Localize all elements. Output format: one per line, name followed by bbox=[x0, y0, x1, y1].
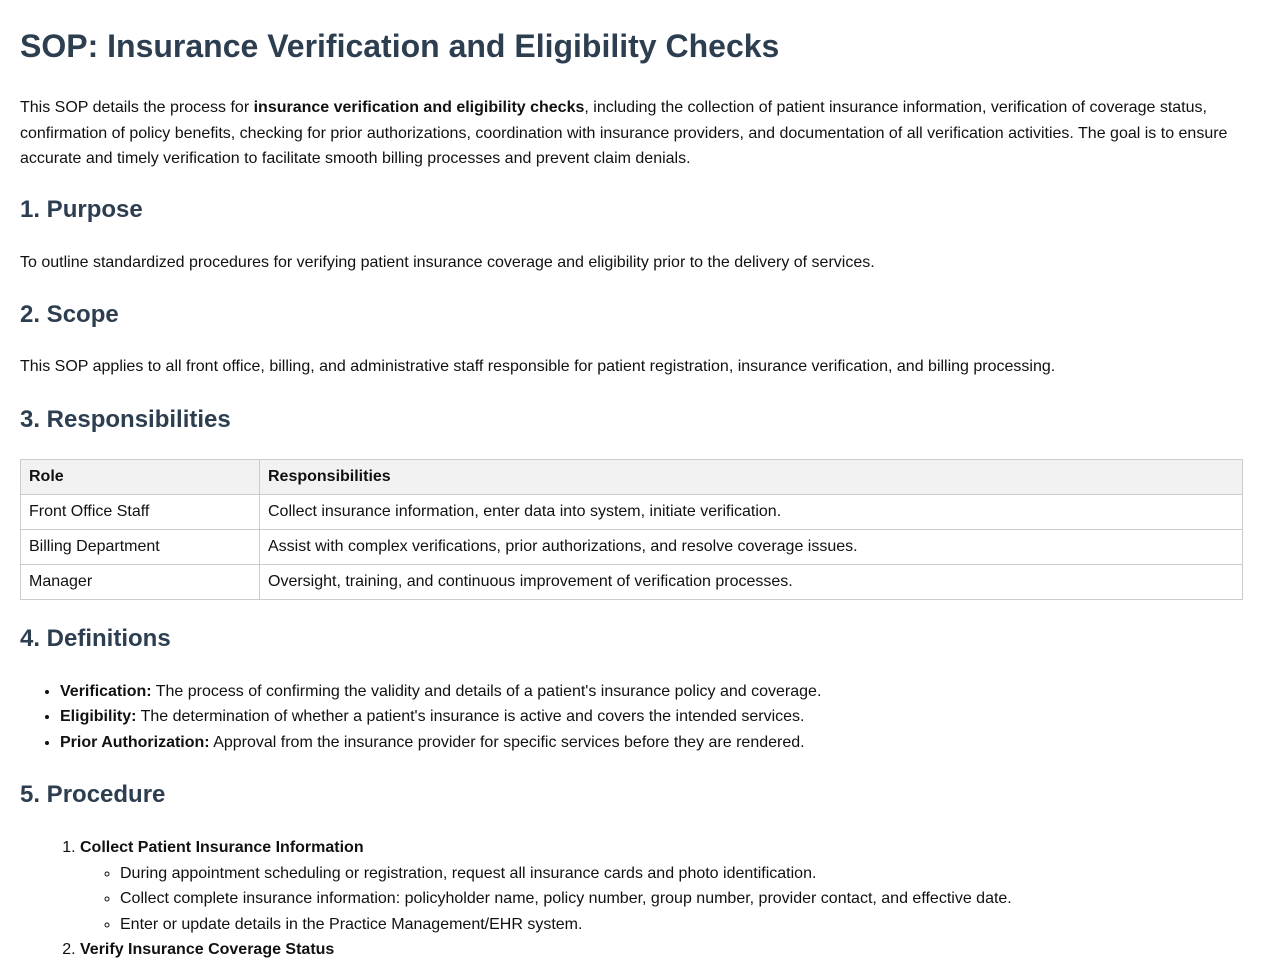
table-header-row bbox=[21, 459, 1243, 494]
intro-paragraph bbox=[20, 95, 1243, 172]
list-item bbox=[60, 679, 1243, 705]
list-item bbox=[60, 704, 1243, 730]
section-heading-procedure: 5. Procedure bbox=[20, 781, 166, 808]
column-header-role: Role bbox=[21, 459, 260, 494]
definition-text: The process of confirming the validity and details of a patient's insurance policy and coverage. bbox=[151, 682, 822, 700]
procedure-step-title: Collect Patient Insurance Information bbox=[80, 839, 364, 856]
role-cell: Manager bbox=[21, 564, 260, 599]
list-item: ◦ Enter or update details in the Practice Management/EHR system. bbox=[120, 912, 1243, 938]
procedure-step bbox=[80, 937, 1243, 963]
page-title: SOP: Insurance Verification and Eligibility Checks bbox=[20, 28, 780, 64]
responsibility-cell: Oversight, training, and continuous improvement of verification processes. bbox=[260, 564, 1243, 599]
procedure-step bbox=[80, 835, 1243, 937]
definition-text: Approval from the insurance provider for specific services before they are rendered. bbox=[209, 733, 805, 751]
procedure-substeps-list bbox=[80, 861, 1243, 938]
purpose-text: To outline standardized procedures for verifying patient insurance coverage and eligibility prior to the delivery of services. bbox=[20, 253, 875, 271]
table-row bbox=[21, 494, 1243, 529]
column-header-responsibilities: Responsibilities bbox=[260, 459, 1243, 494]
definition-term: Verification: bbox=[60, 682, 152, 700]
scope-text: This SOP applies to all front office, billing, and administrative staff responsible for patient registration, insurance verification, and billing processing. bbox=[20, 358, 1056, 375]
section-heading-definitions: 4. Definitions bbox=[20, 624, 171, 652]
section-heading-responsibilities: 3. Responsibilities bbox=[20, 405, 231, 433]
table-row bbox=[21, 564, 1243, 599]
role-cell: Billing Department bbox=[21, 529, 260, 564]
definitions-list bbox=[20, 679, 1243, 756]
role-cell: Front Office Staff bbox=[21, 494, 260, 529]
definition-term: Prior Authorization: bbox=[60, 733, 210, 751]
table-row bbox=[21, 529, 1243, 564]
responsibility-cell: Assist with complex verifications, prior authorizations, and resolve coverage issues. bbox=[260, 529, 1243, 564]
section-heading-scope: 2. Scope bbox=[20, 301, 119, 328]
list-item: ◦ During appointment scheduling or registration, request all insurance cards and photo identification. bbox=[120, 861, 1243, 887]
list-item: ◦ Collect complete insurance information: policyholder name, policy number, group number, provider contact, and effective date. bbox=[120, 886, 1243, 912]
responsibilities-table bbox=[20, 459, 1243, 600]
responsibility-cell: Collect insurance information, enter data into system, initiate verification. bbox=[260, 494, 1243, 529]
definition-text: The determination of whether a patient's insurance is active and covers the intended services. bbox=[136, 708, 805, 725]
procedure-step-title: Verify Insurance Coverage Status bbox=[80, 941, 335, 958]
intro-text-bold: insurance verification and eligibility checks bbox=[253, 99, 585, 116]
definition-term: Eligibility: bbox=[60, 708, 137, 725]
list-item bbox=[60, 730, 1243, 756]
intro-text-before: This SOP details the process for bbox=[20, 99, 254, 116]
section-heading-purpose: 1. Purpose bbox=[20, 195, 143, 223]
procedure-steps-list bbox=[20, 835, 1243, 963]
intro-text-after: , including the collection of patient insurance information, verification of coverage status, confirmation of policy benefits, checking for prior authorizations, coordination with insurance providers, and documentation of all verification activities. The goal is to ensure accurate and timely verification to facilitate smooth billing processes and prevent claim denials. bbox=[20, 99, 1228, 167]
